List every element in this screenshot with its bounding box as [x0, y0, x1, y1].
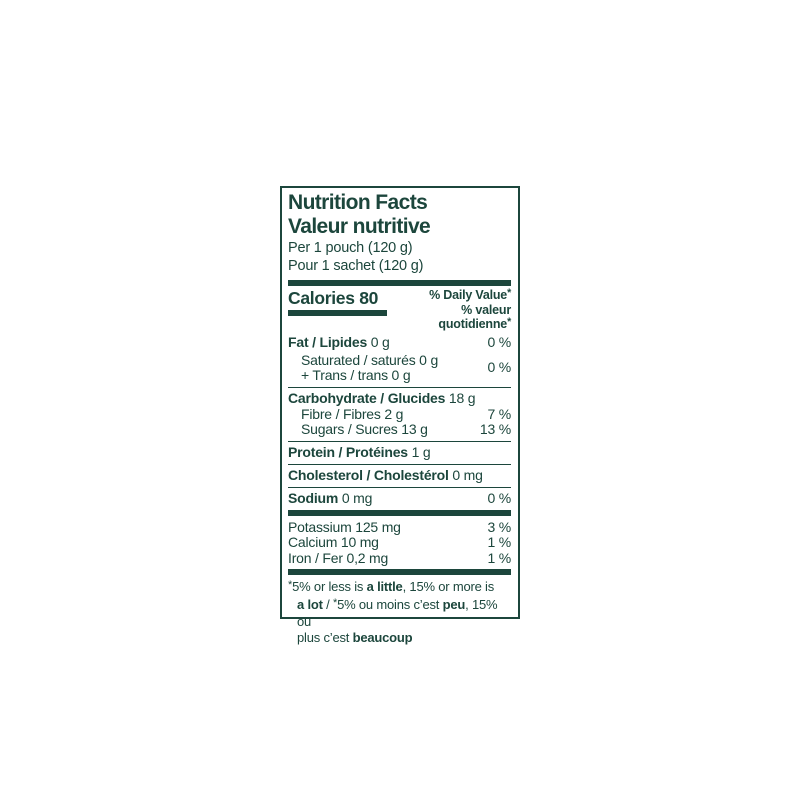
- nutrient-percent: 0 %: [487, 334, 511, 350]
- nutrient-percent: 1 %: [487, 534, 511, 551]
- nutrient-row-carbohydrate: [288, 391, 511, 407]
- nutrient-name: Iron / Fer 0,2 mg: [288, 549, 389, 566]
- calories-block: [288, 288, 387, 316]
- nutrient-row-fat: [288, 335, 511, 351]
- nutrient-name: Sugars / Sucres 13 g: [301, 421, 428, 438]
- divider-thin: [288, 464, 511, 466]
- nutrient-name-bold: Fat / Lipides: [288, 334, 368, 350]
- nutrient-percent: 1 %: [487, 549, 511, 566]
- divider-thick-bottom: [288, 569, 511, 575]
- footnote-emphasis: beaucoup: [352, 629, 413, 645]
- nutrient-amount: 18 g: [445, 390, 476, 407]
- nutrient-name: Fibre / Fibres 2 g: [301, 405, 404, 422]
- calories-section: [288, 288, 511, 332]
- nutrient-row-sugars: [288, 422, 511, 438]
- footnote-emphasis: peu: [442, 596, 466, 612]
- nutrient-row-potassium: [288, 520, 511, 536]
- nutrient-amount: 0 g: [367, 334, 390, 350]
- nutrient-name: Potassium 125 mg: [288, 518, 401, 535]
- nutrient-amount: 0 mg: [338, 490, 373, 507]
- serving-size-fr: Pour 1 sachet (120 g): [288, 258, 424, 274]
- nutrient-row-iron: [288, 551, 511, 567]
- daily-value-header-fr: [387, 303, 511, 332]
- nutrient-name-bold: Carbohydrate / Glucides: [288, 390, 446, 407]
- nutrient-row-saturated-trans: [288, 353, 511, 384]
- asterisk: *: [507, 316, 511, 328]
- footnote-emphasis: a little: [366, 579, 403, 595]
- daily-value-text-en: % Daily Value: [429, 288, 508, 302]
- nutrient-percent: 13 %: [479, 421, 511, 438]
- footnote: [288, 579, 511, 645]
- footnote-line-1: [288, 579, 511, 597]
- footnote-line-3: [297, 630, 511, 646]
- nutrient-name-bold: Sodium: [288, 490, 339, 507]
- nutrient-percent: 3 %: [487, 518, 511, 535]
- nutrient-row-protein: [288, 445, 511, 461]
- nutrient-amount: 0 mg: [448, 467, 483, 484]
- divider-thick-top: [288, 280, 511, 286]
- footnote-text: , 15% ou: [297, 596, 498, 630]
- label-title-fr: Valeur nutritive: [288, 215, 431, 238]
- footnote-text: 5% ou moins c’est: [337, 596, 443, 612]
- nutrient-name: [288, 468, 483, 484]
- nutrient-percent: 7 %: [487, 405, 511, 422]
- nutrient-name-bold: Protein / Protéines: [288, 444, 408, 461]
- saturated-line: Saturated / saturés 0 g: [301, 351, 439, 368]
- nutrient-name: [288, 491, 372, 507]
- footnote-text: plus c’est: [297, 629, 353, 645]
- daily-value-header-en: [387, 288, 511, 303]
- footnote-line-2: [297, 597, 511, 630]
- nutrient-row-fibre: [288, 407, 511, 423]
- nutrient-name: [288, 335, 390, 351]
- calories-value: Calories 80: [288, 288, 379, 308]
- daily-value-header: [387, 288, 511, 332]
- divider-thick-middle: [288, 510, 511, 516]
- nutrient-percent: 0 %: [487, 490, 511, 507]
- nutrient-name: Calcium 10 mg: [288, 534, 379, 551]
- divider-thin: [288, 387, 511, 389]
- asterisk: *: [332, 596, 338, 609]
- nutrition-facts-label: [280, 186, 520, 645]
- asterisk: *: [288, 579, 293, 592]
- trans-line: + Trans / trans 0 g: [301, 367, 411, 383]
- nutrient-name: [288, 445, 430, 461]
- nutrient-name: [288, 391, 475, 407]
- divider-thin: [288, 487, 511, 489]
- footnote-emphasis: a lot: [297, 596, 323, 612]
- serving-size-en: Per 1 pouch (120 g): [288, 240, 413, 256]
- label-title-en: Nutrition Facts: [288, 191, 428, 214]
- asterisk: *: [507, 287, 511, 299]
- nutrient-name: [288, 353, 438, 384]
- nutrient-row-cholesterol: [288, 468, 511, 484]
- divider-thin: [288, 441, 511, 443]
- footnote-text: , 15% or more is: [402, 579, 495, 595]
- nutrient-row-calcium: [288, 535, 511, 551]
- footnote-text: /: [322, 596, 333, 612]
- daily-value-text-fr: % valeur quotidienne: [438, 303, 511, 331]
- nutrient-name-bold: Cholesterol / Cholestérol: [288, 467, 449, 484]
- nutrient-percent: 0 %: [487, 359, 511, 376]
- nutrient-amount: 1 g: [407, 444, 431, 461]
- nutrient-row-sodium: [288, 491, 511, 507]
- footnote-text: 5% or less is: [292, 579, 367, 595]
- calories-underline: [288, 310, 387, 316]
